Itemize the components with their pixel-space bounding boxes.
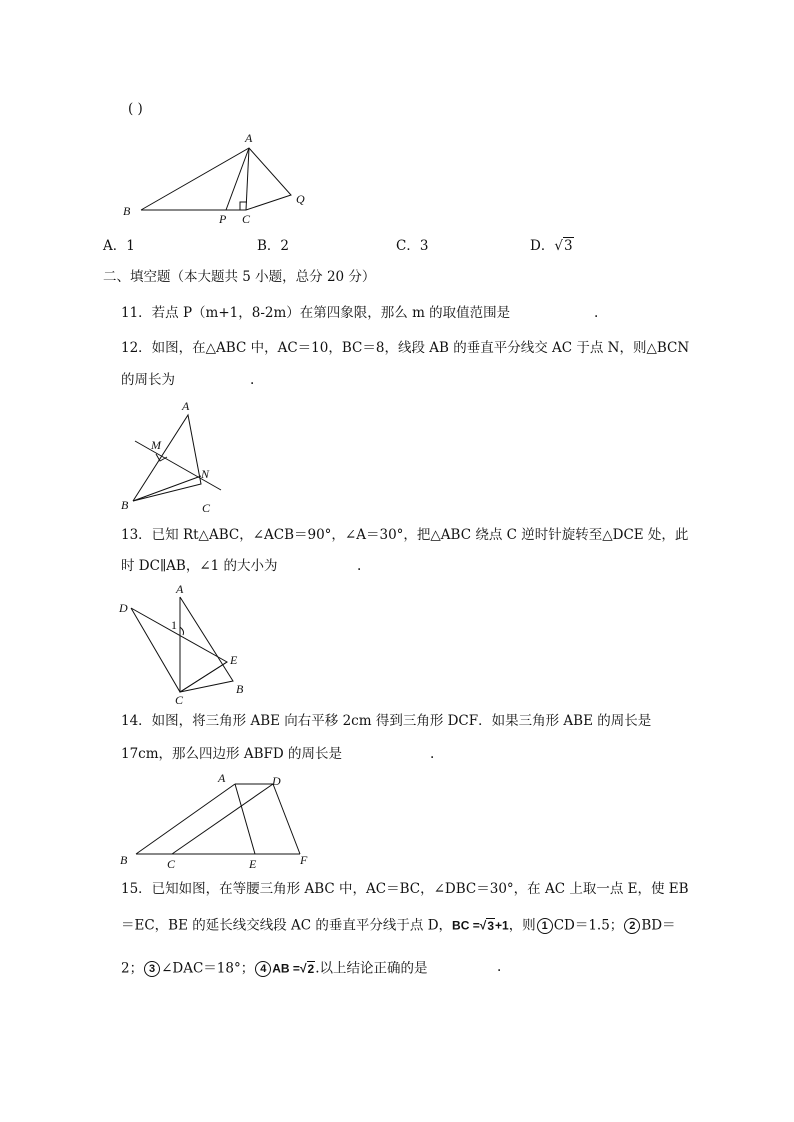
q12-label-n: N [201, 467, 210, 481]
q12-end: . [250, 372, 255, 388]
q11-end: . [594, 305, 599, 321]
q12-label-m: M [151, 438, 161, 452]
q13-figure [113, 583, 263, 708]
q14-label-c: C [167, 857, 176, 871]
q14-line1: 14．如图，将三角形 ABE 向右平移 2cm 得到三角形 DCF．如果三角形 ABE 的周长是 [121, 713, 652, 729]
q12-figure [118, 398, 238, 518]
q14-label-b: B [120, 853, 128, 867]
q10-option-b: B．2 [257, 238, 290, 254]
q15-line3: 2； 3 ∠DAC＝18°； 4 AB =√2.以上结论正确的是 [121, 960, 428, 977]
q14-figure [115, 768, 325, 871]
q15-line3-b: .以上结论正确的是 [315, 960, 428, 977]
q15-bc-radicand: 3 [487, 918, 494, 933]
q13-line2: 时 DC∥AB，∠1 的大小为 [121, 558, 278, 574]
q13-line1: 13．已知 Rt△ABC，∠ACB＝90°，∠A＝30°，把△ABC 绕点 C 逆时针旋转至△DCE 处，此 [121, 527, 689, 543]
q15-bc-suffix: +1 [495, 918, 509, 933]
q15-end: . [497, 959, 502, 975]
q15-line2: ＝EC，BE 的延长线交线段 AC 的垂直平分线于点 D，BC =√3+1，则 1 CD＝1.5； 2 BD＝ [121, 917, 676, 934]
q10-option-a: A．1 [103, 238, 135, 254]
section-heading: 二、填空题（本大题共 5 小题，总分 20 分） [103, 269, 376, 285]
q13-label-e: E [230, 653, 238, 667]
q10-option-d: D．√3 [530, 238, 573, 254]
q10-label-b: B [123, 204, 131, 218]
q13-label-b: B [236, 682, 244, 696]
q12-label-a: A [182, 399, 190, 413]
q10-label-q: Q [296, 192, 305, 206]
q14-line2: 17cm，那么四边形 ABFD 的周长是 [121, 746, 342, 762]
q13-label-d: D [119, 601, 128, 615]
q10-option-c: C．3 [396, 238, 429, 254]
q15-ab-prefix: AB = [272, 961, 300, 976]
q10-label-p: P [219, 212, 227, 226]
q15-statement-3: ∠DAC＝18°； [161, 960, 255, 977]
q13-label-1: 1 [171, 618, 177, 632]
q15-circle-2: 2 [624, 918, 640, 934]
q14-label-a: A [218, 771, 226, 785]
q15-statement-1: CD＝1.5； [553, 917, 624, 934]
q12-line1: 12．如图，在△ABC 中，AC＝10，BC＝8，线段 AB 的垂直平分线交 AC 于点 N，则△BCN [121, 340, 690, 356]
q15-line1: 15．已知如图，在等腰三角形 ABC 中，AC＝BC，∠DBC＝30°，在 AC 上取一点 E，使 EB [121, 881, 689, 897]
q15-line3-a: 2； [121, 960, 144, 977]
q10-label-c: C [242, 212, 251, 226]
q14-label-d: D [272, 774, 281, 788]
q15-line2-a: ＝EC，BE 的延长线交线段 AC 的垂直平分线于点 D， [121, 917, 453, 934]
q13-end: . [357, 558, 362, 574]
q15-line2-b: ，则 [508, 917, 536, 934]
q10-figure [118, 128, 318, 228]
q14-label-e: E [249, 857, 257, 871]
q15-statement-2: BD＝ [641, 917, 676, 934]
q11-text: 11．若点 P（m+1，8-2m）在第四象限，那么 m 的取值范围是 [121, 305, 511, 321]
q15-circle-4: 4 [255, 961, 271, 977]
q13-label-a: A [176, 582, 184, 596]
q15-circle-1: 1 [537, 918, 553, 934]
q15-ab-radicand: 2 [307, 961, 315, 976]
q14-label-f: F [300, 853, 308, 867]
q10-option-d-radicand: 3 [563, 238, 573, 254]
q12-line2: 的周长为 [121, 372, 175, 388]
q15-circle-3: 3 [144, 961, 160, 977]
q10-label-a: A [245, 131, 253, 145]
q12-label-b: B [121, 498, 129, 512]
q15-bc-prefix: BC = [452, 918, 480, 933]
q14-end: . [430, 746, 435, 762]
q10-answer-bracket: ( ) [128, 101, 143, 117]
q12-label-c: C [202, 501, 211, 515]
q10-option-d-label: D． [530, 238, 555, 254]
q13-label-c: C [175, 693, 184, 707]
